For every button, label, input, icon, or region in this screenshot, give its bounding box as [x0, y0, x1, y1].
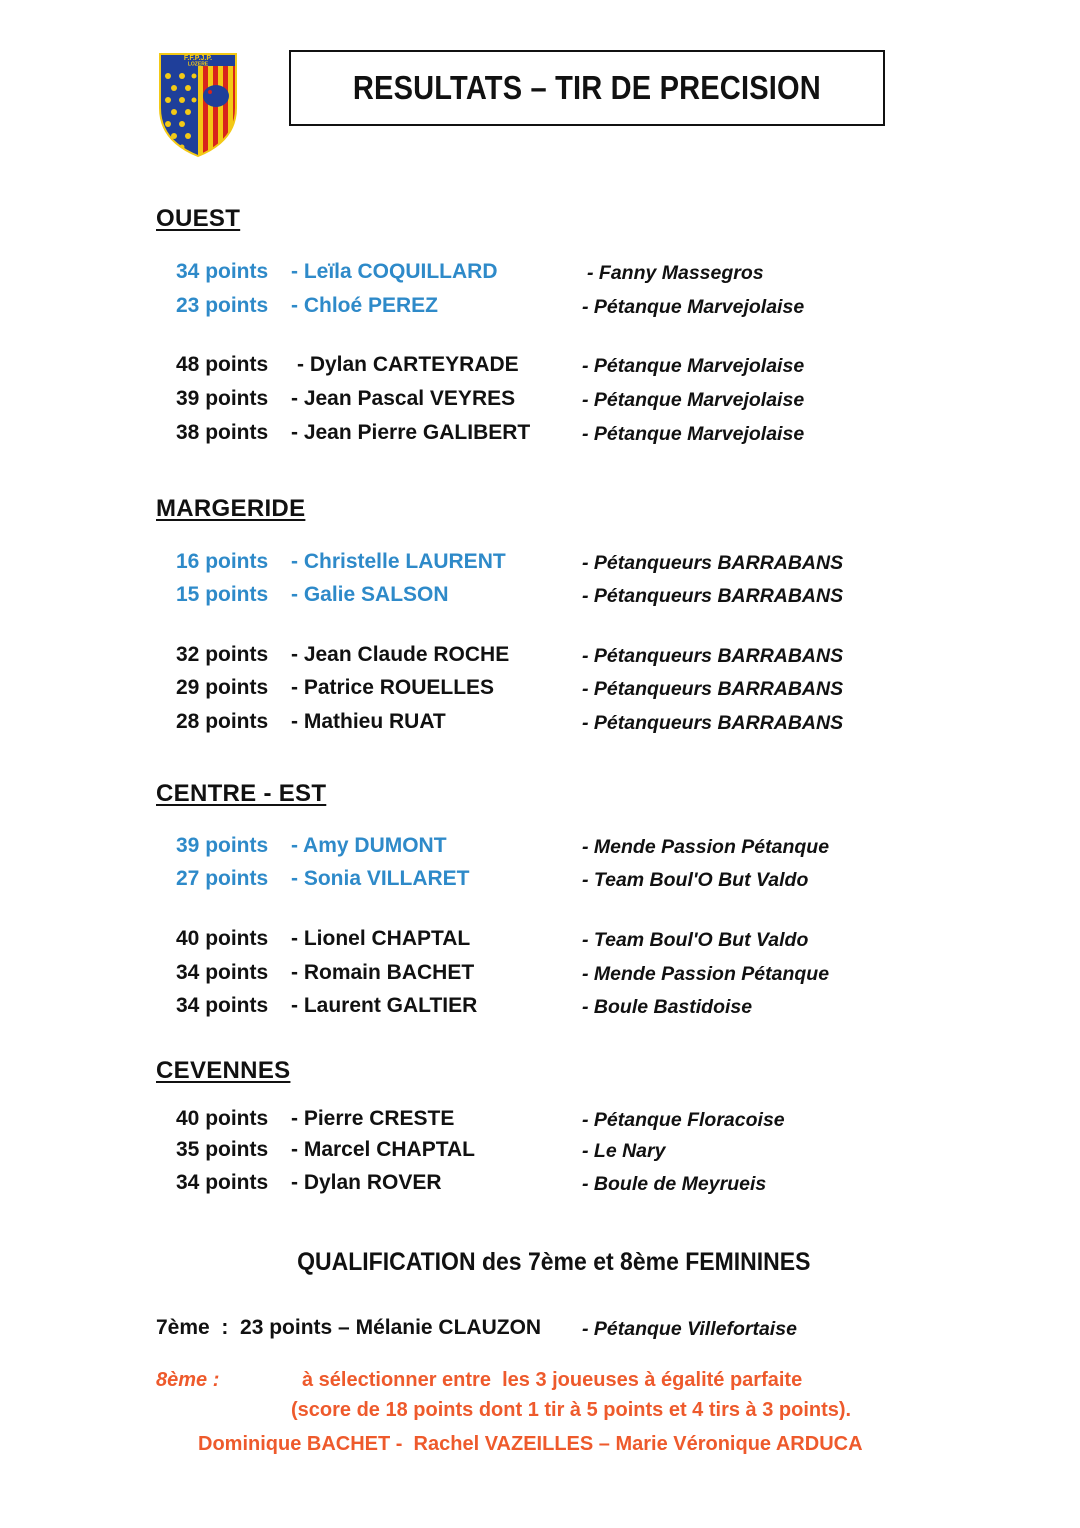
result-row	[0, 294, 1080, 324]
seventh-place-label: 7ème : 23 points – Mélanie CLAUZON	[156, 1316, 542, 1339]
svg-text:LOZERE: LOZERE	[187, 61, 209, 68]
points: 40 points	[176, 927, 269, 950]
player-name: - Leïla COQUILLARD	[291, 260, 498, 283]
club-name: - Pétanqueurs BARRABANS	[582, 552, 844, 574]
points: 34 points	[176, 1171, 269, 1194]
club-name: - Team Boul'O But Valdo	[582, 869, 809, 891]
club-name: - Pétanqueurs BARRABANS	[582, 585, 844, 607]
player-name: - Jean Claude ROCHE	[291, 643, 510, 666]
page-title: RESULTATS – TIR DE PRECISION	[353, 69, 821, 106]
player-name: - Sonia VILLARET	[291, 867, 470, 890]
result-row	[0, 550, 1080, 580]
lozere-coat-of-arms-logo	[158, 52, 238, 158]
section-title-centre-est: CENTRE - EST	[156, 780, 327, 807]
player-name: - Romain BACHET	[291, 961, 475, 984]
club-name: - Pétanqueurs BARRABANS	[582, 678, 844, 700]
club-name: - Pétanque Marvejolaise	[582, 389, 805, 411]
player-name: - Marcel CHAPTAL	[291, 1138, 475, 1161]
player-name: - Dylan ROVER	[291, 1171, 442, 1194]
player-name: - Christelle LAURENT	[291, 550, 506, 573]
result-row	[0, 643, 1080, 673]
player-name: - Amy DUMONT	[291, 834, 447, 857]
svg-text:F.F.P.J.P.: F.F.P.J.P.	[183, 55, 213, 62]
qualification-title-text: QUALIFICATION des 7ème et 8ème FEMININES	[297, 1248, 811, 1276]
points: 34 points	[176, 961, 269, 984]
player-name: - Mathieu RUAT	[291, 710, 446, 733]
result-row	[0, 834, 1080, 864]
qualification-title	[0, 1248, 1080, 1277]
points: 40 points	[176, 1107, 269, 1130]
player-name: - Patrice ROUELLES	[291, 676, 495, 699]
section-title-cevennes: CEVENNES	[156, 1057, 291, 1084]
club-name: - Le Nary	[582, 1140, 666, 1162]
points: 39 points	[176, 387, 269, 410]
result-row	[0, 676, 1080, 706]
result-row	[0, 961, 1080, 991]
points: 39 points	[176, 834, 269, 857]
club-name: - Mende Passion Pétanque	[582, 963, 830, 985]
page-title-box	[289, 50, 885, 126]
points: 35 points	[176, 1138, 269, 1161]
club-name: - Pétanque Marvejolaise	[582, 355, 805, 377]
club-name: - Mende Passion Pétanque	[582, 836, 830, 858]
result-row	[0, 353, 1080, 383]
player-name: - Chloé PEREZ	[291, 294, 439, 317]
result-row	[0, 583, 1080, 613]
points: 29 points	[176, 676, 269, 699]
club-name: - Pétanque Marvejolaise	[582, 296, 805, 318]
player-name: - Lionel CHAPTAL	[291, 927, 471, 950]
player-name: - Laurent GALTIER	[291, 994, 478, 1017]
player-name: - Pierre CRESTE	[291, 1107, 455, 1130]
points: 23 points	[176, 294, 269, 317]
club-name: - Team Boul'O But Valdo	[582, 929, 809, 951]
result-row	[0, 867, 1080, 897]
result-row	[0, 1138, 1080, 1168]
points: 34 points	[176, 994, 269, 1017]
result-row	[0, 387, 1080, 417]
player-name: - Jean Pierre GALIBERT	[291, 421, 531, 444]
points: 28 points	[176, 710, 269, 733]
result-row	[0, 260, 1080, 290]
eighth-place-line-1: à sélectionner entre les 3 joueuses à égalité parfaite	[302, 1369, 803, 1391]
result-row	[0, 994, 1080, 1024]
eighth-place-label: 8ème :	[156, 1369, 220, 1391]
club-name: - Boule Bastidoise	[582, 996, 753, 1018]
result-row	[0, 421, 1080, 451]
result-row	[0, 1171, 1080, 1201]
club-name: - Pétanqueurs BARRABANS	[582, 645, 844, 667]
eighth-place-line-2: (score de 18 points dont 1 tir à 5 points et 4 tirs à 3 points).	[291, 1399, 852, 1421]
points: 32 points	[176, 643, 269, 666]
player-name: - Galie SALSON	[291, 583, 449, 606]
player-name: - Dylan CARTEYRADE	[297, 353, 519, 376]
result-row	[0, 1107, 1080, 1137]
points: 38 points	[176, 421, 269, 444]
points: 27 points	[176, 867, 269, 890]
points: 34 points	[176, 260, 269, 283]
club-name: - Pétanque Floracoise	[582, 1109, 785, 1131]
club-name: - Fanny Massegros	[587, 262, 764, 284]
result-row	[0, 710, 1080, 740]
section-title-margeride: MARGERIDE	[156, 495, 306, 522]
club-name: - Pétanque Marvejolaise	[582, 423, 805, 445]
club-name: - Pétanqueurs BARRABANS	[582, 712, 844, 734]
club-name: - Boule de Meyrueis	[582, 1173, 767, 1195]
points: 15 points	[176, 583, 269, 606]
player-name: - Jean Pascal VEYRES	[291, 387, 516, 410]
points: 16 points	[176, 550, 269, 573]
result-row	[0, 927, 1080, 957]
points: 48 points	[176, 353, 269, 376]
section-title-ouest: OUEST	[156, 205, 241, 232]
eighth-place-candidates: Dominique BACHET - Rachel VAZEILLES – Marie Véronique ARDUCA	[198, 1433, 863, 1455]
seventh-place-club: - Pétanque Villefortaise	[582, 1318, 797, 1340]
